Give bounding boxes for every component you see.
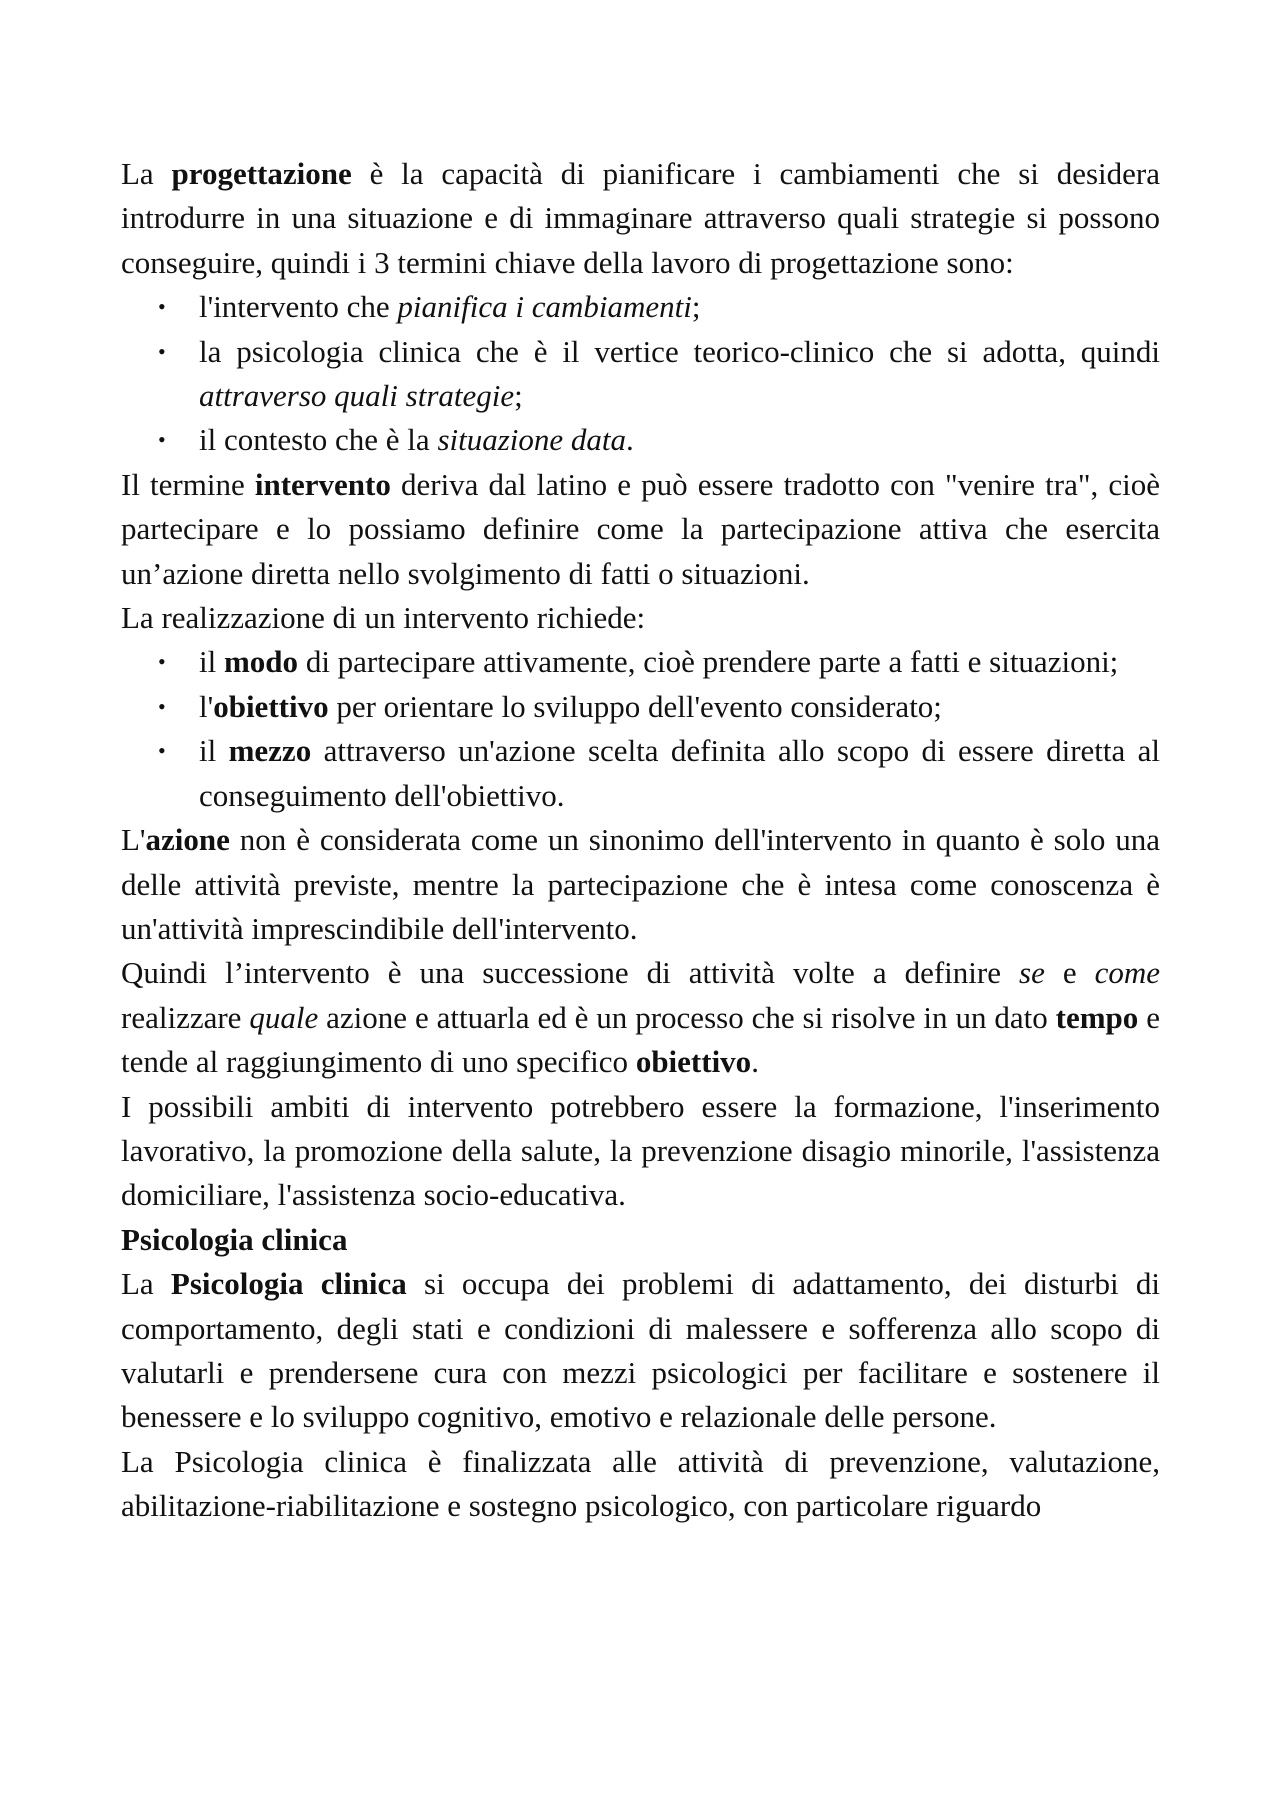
document-page: [121, 152, 1160, 1529]
term-obiettivo: obiettivo: [635, 1044, 752, 1080]
bullet-icon: •: [158, 427, 166, 453]
paragraph-azione: L'azione non è considerata come un sinonimo dell'intervento in quanto è solo una delle attività previste, mentre la partecipazione che è intesa come conoscenza è un'attività imprescindibile dell'intervento.: [121, 822, 1160, 946]
bullet-icon: •: [158, 738, 166, 764]
paragraph-finalita: La Psicologia clinica è finalizzata alle attività di prevenzione, valutazione, abilitazione-riabilitazione e sostegno psicologico, con particolare riguardo: [121, 1443, 1160, 1524]
paragraph-intervento: Il termine intervento deriva dal latino e può essere tradotto con "venire tra", cioè partecipare e lo possiamo definire come la partecipazione attiva che esercita un’azione diretta nello svolgimento di fatti o situazioni.: [121, 466, 1160, 591]
list-item: • la psicologia clinica che è il vertice teorico-clinico che si adotta, quindi attraverso quali strategie;: [121, 330, 1160, 419]
term-azione: azione: [145, 822, 230, 858]
section-heading-psicologia-clinica: Psicologia clinica: [121, 1221, 348, 1257]
list-item: • il contesto che è la situazione data.: [121, 418, 1160, 462]
paragraph-successione-attivita: Quindi l’intervento è una successione di attività volte a definire se e come realizzare quale azione e attuarla ed è un processo che si risolve in un dato tempo e tende al raggiungimento di uno specifico obiettivo.: [121, 955, 1161, 1080]
bullet-icon: •: [158, 649, 166, 675]
paragraph-realizzazione: La realizzazione di un intervento richiede:: [121, 600, 646, 636]
term-intervento: intervento: [254, 466, 391, 502]
list-item: • l'obiettivo per orientare lo sviluppo dell'evento considerato;: [121, 685, 1160, 729]
term-psicologia-clinica: Psicologia clinica: [170, 1266, 407, 1302]
bullet-icon: •: [158, 294, 166, 320]
bullet-icon: •: [158, 338, 166, 364]
list-item: • il mezzo attraverso un'azione scelta definita allo scopo di essere diretta al conseguimento dell'obiettivo.: [121, 729, 1160, 818]
list-requisiti-intervento: [121, 640, 1160, 818]
list-item: • l'intervento che pianifica i cambiamenti;: [121, 285, 1160, 329]
bullet-icon: •: [158, 693, 166, 719]
term-progettazione: progettazione: [171, 156, 352, 191]
paragraph-ambiti: I possibili ambiti di intervento potrebbero essere la formazione, l'inserimento lavorativo, la promozione della salute, la prevenzione disagio minorile, l'assistenza domiciliare, l'assistenza socio-educativa.: [121, 1088, 1160, 1213]
list-item: • il modo di partecipare attivamente, cioè prendere parte a fatti e situazioni;: [121, 640, 1160, 684]
paragraph-progettazione: La progettazione è la capacità di pianificare i cambiamenti che si desidera introdurre in una situazione e di immaginare attraverso quali strategie si possono conseguire, quindi i 3 termini chiave della lavoro di progettazione sono:: [121, 156, 1160, 280]
paragraph-psicologia-clinica: La Psicologia clinica si occupa dei problemi di adattamento, dei disturbi di comportamento, degli stati e condizioni di malessere e sofferenza allo scopo di valutarli e prendersene cura con mezzi psicologici per facilitare e sostenere il benessere e lo sviluppo cognitivo, emotivo e relazionale delle persone.: [121, 1266, 1160, 1435]
term-tempo: tempo: [1055, 999, 1139, 1035]
list-termini-chiave: [121, 285, 1160, 463]
